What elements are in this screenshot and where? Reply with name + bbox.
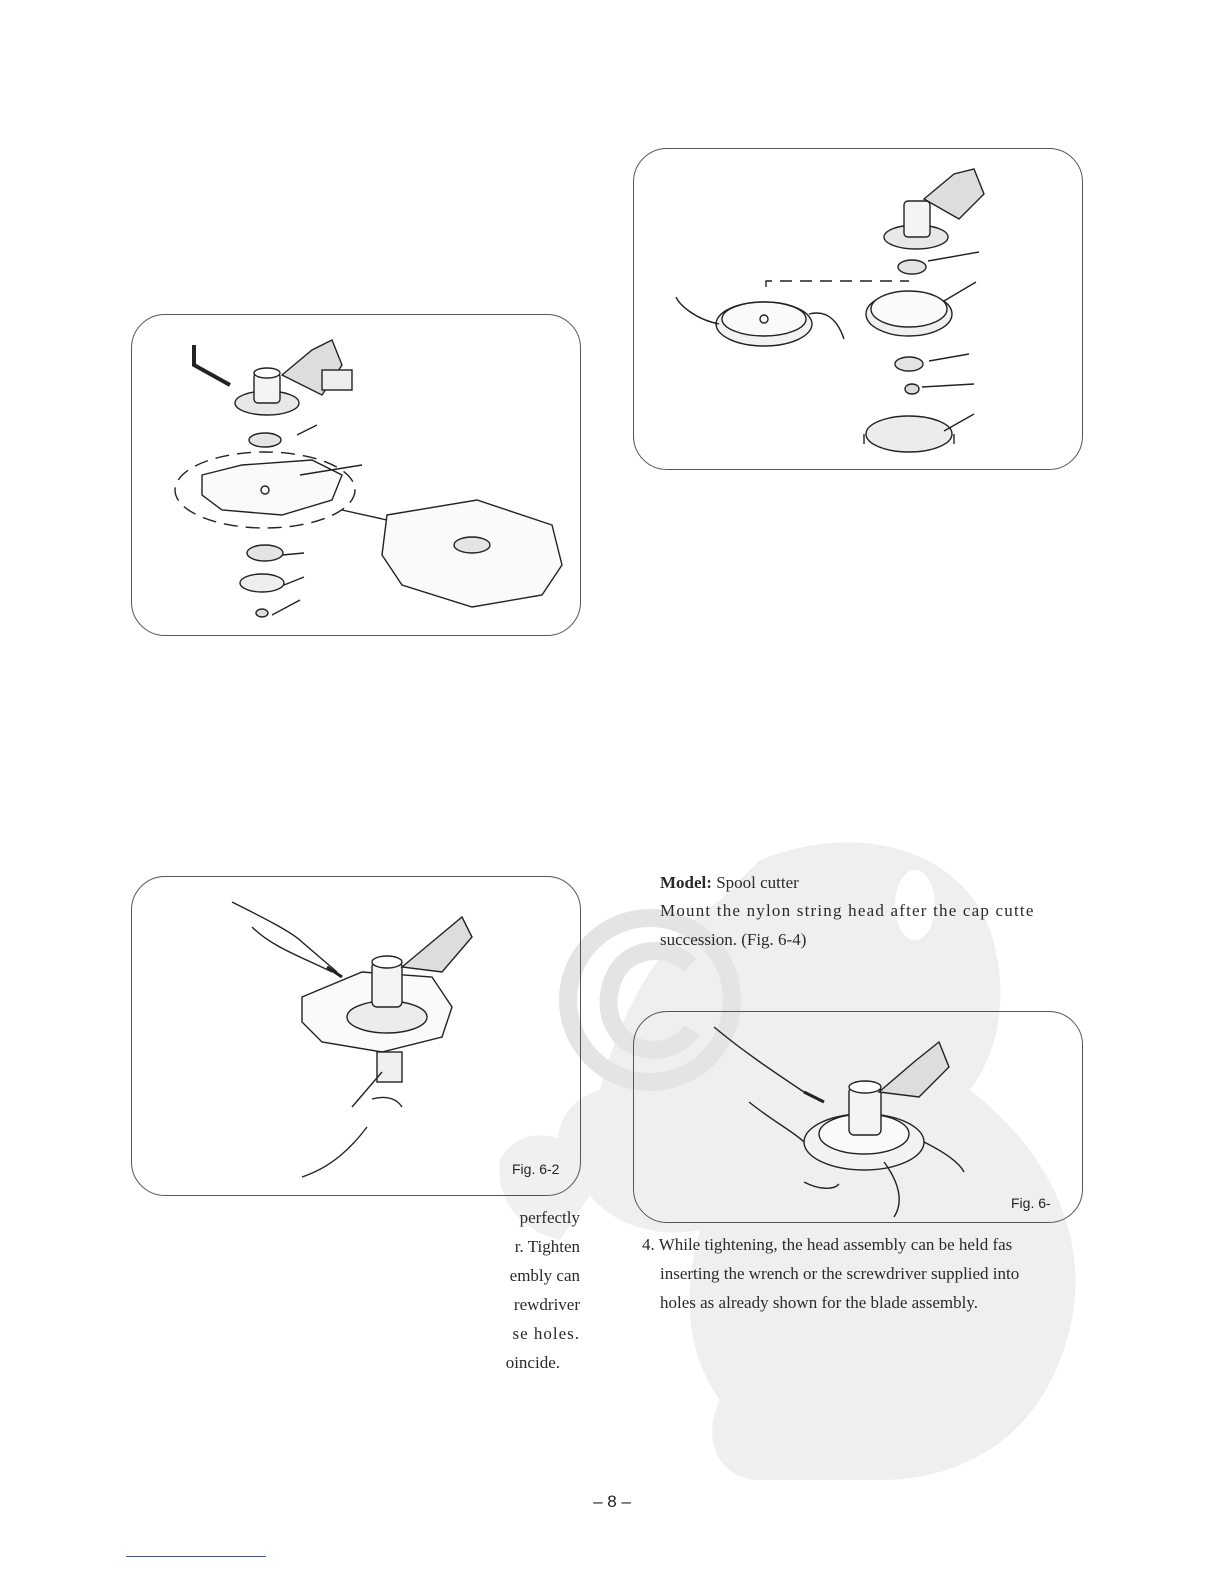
figure-6-2 <box>131 876 581 1196</box>
left-fragment-2: r. Tighten <box>514 1237 580 1256</box>
left-fragment-4: rewdriver <box>513 1295 580 1314</box>
tighten-spool-drawing <box>634 1012 1082 1222</box>
figure-spool-assembly <box>633 148 1083 470</box>
model-label: Model: <box>660 873 712 892</box>
figure-blade-assembly <box>131 314 581 636</box>
page-number: – 8 – <box>593 1492 631 1511</box>
step-4-line-3: holes as already shown for the blade assembly. <box>660 1293 979 1312</box>
left-fragment-1: perfectly <box>519 1208 580 1227</box>
step-4-line-1: 4. While tightening, the head assembly can be held fas <box>642 1235 1013 1254</box>
mount-instruction-line-2: succession. (Fig. 6-4) <box>660 930 807 949</box>
figure-6-5 <box>633 1011 1083 1223</box>
tighten-blade-drawing <box>132 877 580 1195</box>
spool-assembly-drawing <box>634 149 1082 469</box>
footer-link-underline[interactable] <box>126 1556 266 1557</box>
step-4-line-2: inserting the wrench or the screwdriver supplied into <box>660 1264 1020 1283</box>
mount-instruction-line-1: Mount the nylon string head after the cap cutte <box>660 901 1035 920</box>
blade-assembly-drawing <box>132 315 580 635</box>
left-fragment-6: oincide. <box>505 1353 560 1372</box>
left-fragment-5: se holes. <box>512 1324 580 1343</box>
model-line <box>660 868 799 897</box>
model-value: Spool cutter <box>716 873 799 892</box>
left-fragment-3: embly can <box>509 1266 580 1285</box>
figure-caption: Fig. 6-2 <box>512 1161 560 1177</box>
figure-caption: Fig. 6- <box>1011 1195 1051 1211</box>
